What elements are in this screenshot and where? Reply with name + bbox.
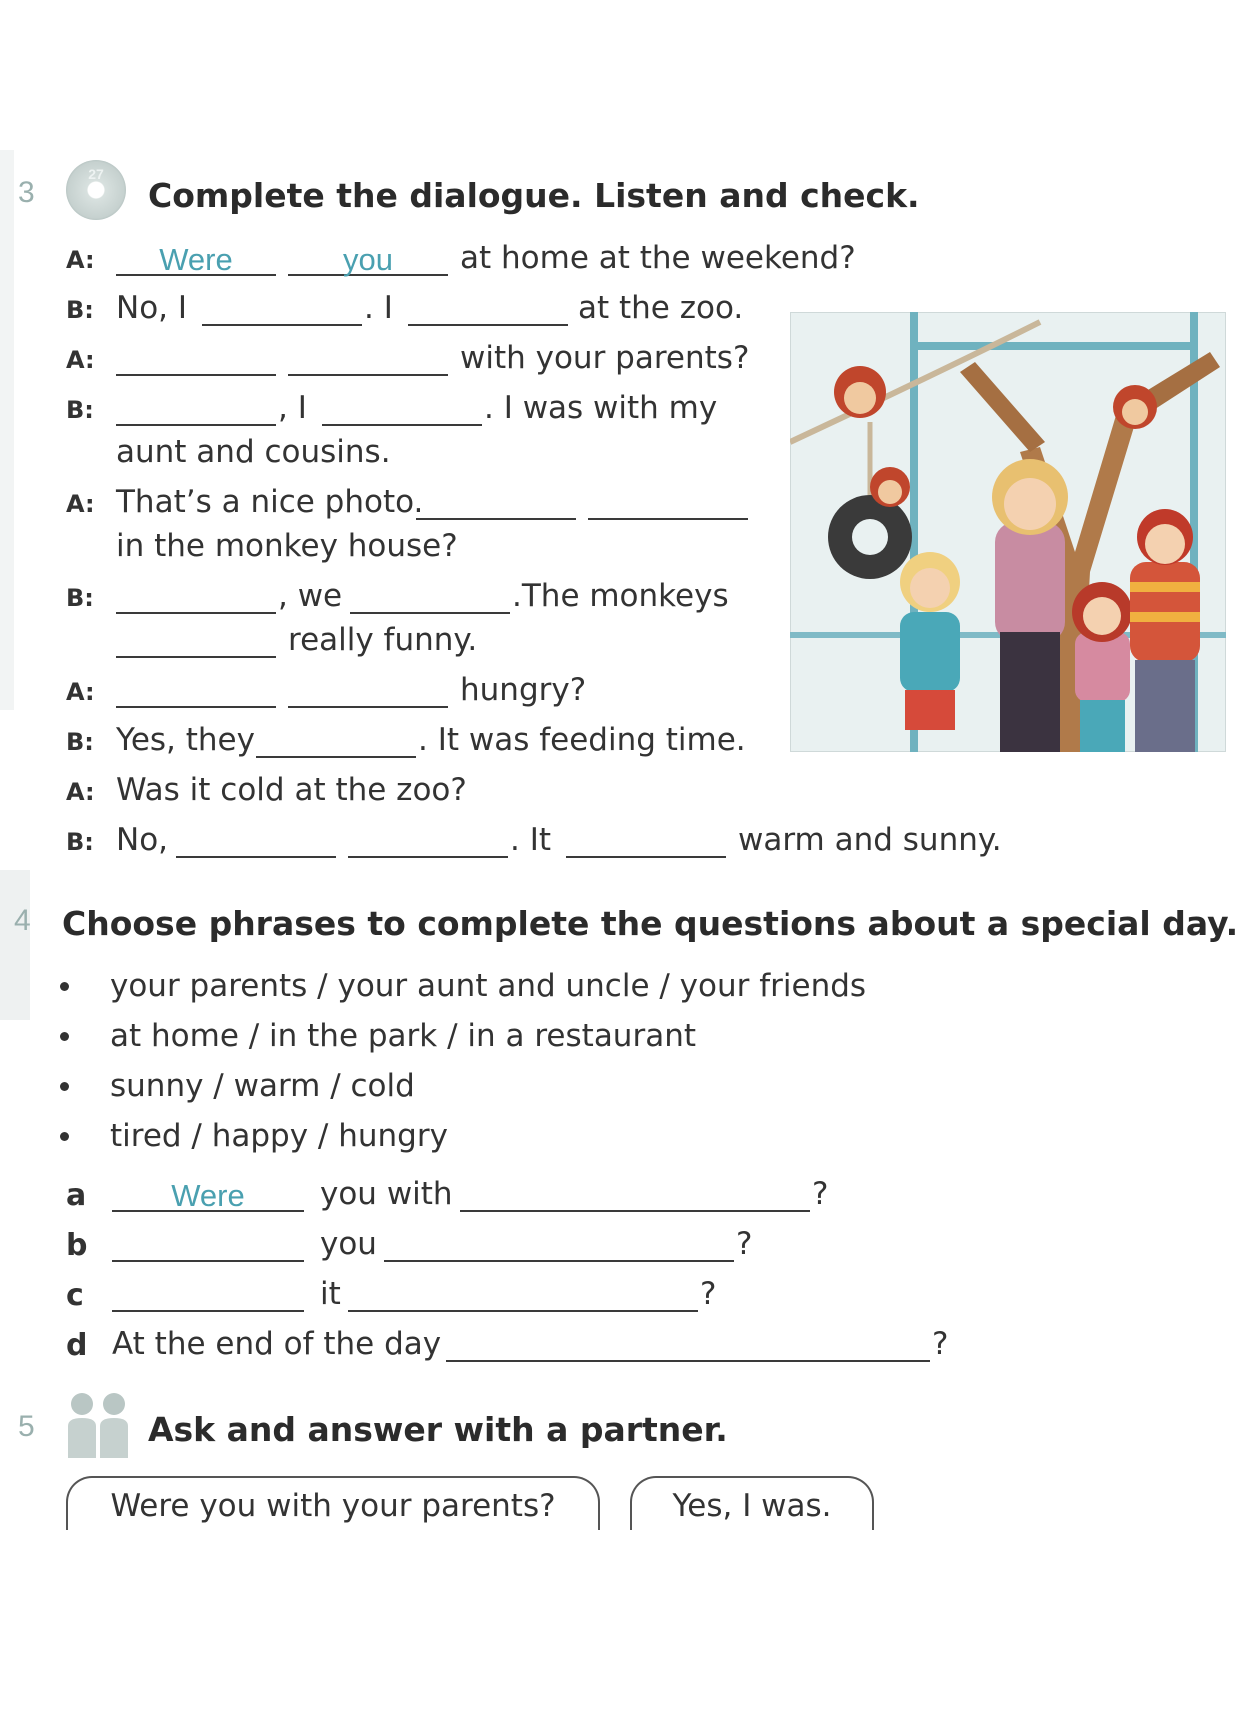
page-edge-shade xyxy=(0,150,14,710)
answer-a1-2: you xyxy=(343,242,393,277)
question-letter: d xyxy=(66,1328,88,1363)
phrase-text: your parents / your aunt and uncle / your friends xyxy=(110,968,867,1004)
text-b1-mid: . I xyxy=(364,290,393,326)
text-a5: Was it cold at the zoo? xyxy=(116,772,467,808)
text-b5-end: warm and sunny. xyxy=(738,822,1002,858)
text-b2-end: . I was with my xyxy=(484,390,718,426)
text-b2-cont: aunt and cousins. xyxy=(116,434,391,470)
dialogue-line-b3 xyxy=(66,578,766,622)
bubble-text: Yes, I was. xyxy=(672,1488,832,1524)
dialogue-line-a4 xyxy=(66,672,766,716)
dialogue-line-b2 xyxy=(66,390,766,434)
text-b5-mid: . It xyxy=(510,822,552,858)
question-c xyxy=(66,1276,966,1320)
text-b5-start: No, xyxy=(116,822,169,858)
text-qc: it xyxy=(320,1276,341,1312)
speech-bubble-answer xyxy=(630,1476,874,1530)
text-qa: you with xyxy=(320,1176,453,1212)
blank-a2-2[interactable] xyxy=(288,340,448,376)
phrase-text: at home / in the park / in a restaurant xyxy=(110,1018,697,1054)
speaker-label: B: xyxy=(66,296,94,324)
blank-qb-2[interactable] xyxy=(384,1226,734,1262)
text-b4-start: Yes, they xyxy=(116,722,255,758)
question-d xyxy=(66,1326,966,1370)
text-b3-end: .The monkeys xyxy=(512,578,729,614)
text-qb: you xyxy=(320,1226,377,1262)
exercise-4-number: 4 xyxy=(14,904,31,937)
text-qd: At the end of the day xyxy=(112,1326,442,1362)
text-b3-we: , we xyxy=(278,578,343,614)
text-b1-end: at the zoo. xyxy=(578,290,744,326)
cd-track-number: 27 xyxy=(88,166,104,182)
blank-qc-1[interactable] xyxy=(112,1276,304,1312)
speaker-label: B: xyxy=(66,828,94,856)
exercise-4-title: Choose phrases to complete the questions about a special day. xyxy=(62,904,1239,943)
bullet-icon xyxy=(60,982,69,991)
answer-qa-1: Were xyxy=(171,1178,245,1213)
exercise-3-title: Complete the dialogue. Listen and check. xyxy=(148,176,920,215)
blank-a4-1[interactable] xyxy=(116,672,276,708)
text-qa-end: ? xyxy=(812,1176,829,1212)
blank-b3-1[interactable] xyxy=(116,578,276,614)
speaker-label: B: xyxy=(66,728,94,756)
speaker-label: A: xyxy=(66,346,95,374)
blank-b3-3[interactable] xyxy=(116,622,276,658)
bullet-icon xyxy=(60,1132,69,1141)
blank-b2-2[interactable] xyxy=(322,390,482,426)
text-b4-end: . It was feeding time. xyxy=(418,722,746,758)
speech-bubble-question xyxy=(66,1476,600,1530)
blank-qd-1[interactable] xyxy=(446,1326,930,1362)
cd-audio-icon[interactable] xyxy=(66,160,126,220)
text-a3-cont: in the monkey house? xyxy=(116,528,458,564)
speaker-label: A: xyxy=(66,490,95,518)
text-qb-end: ? xyxy=(736,1226,753,1262)
exercise-3-number: 3 xyxy=(18,176,35,209)
text-b1-no: No, I xyxy=(116,290,188,326)
text-a4-end: hungry? xyxy=(460,672,587,708)
speaker-label: A: xyxy=(66,246,95,274)
blank-b5-3[interactable] xyxy=(566,822,726,858)
exercise-5-number: 5 xyxy=(18,1410,35,1443)
dialogue-line-a3 xyxy=(66,484,766,528)
zoo-monkey-house-illustration xyxy=(790,312,1226,752)
blank-qa-2[interactable] xyxy=(460,1176,810,1212)
bullet-icon xyxy=(60,1082,69,1091)
dialogue-line-b2-cont xyxy=(66,434,766,478)
dialogue-line-b1 xyxy=(66,290,766,334)
text-qd-end: ? xyxy=(932,1326,949,1362)
speaker-label: A: xyxy=(66,678,95,706)
dialogue-line-a1 xyxy=(66,240,866,284)
dialogue-line-a3-cont xyxy=(66,528,766,572)
dialogue-line-b5 xyxy=(66,822,1066,866)
text-a2-end: with your parents? xyxy=(460,340,750,376)
blank-a2-1[interactable] xyxy=(116,340,276,376)
speaker-label: B: xyxy=(66,396,94,424)
blank-b5-1[interactable] xyxy=(176,822,336,858)
question-letter: a xyxy=(66,1178,87,1213)
answer-a1-1: Were xyxy=(159,242,233,277)
dialogue-line-a2 xyxy=(66,340,766,384)
blank-a3-1[interactable] xyxy=(416,484,576,520)
blank-b2-1[interactable] xyxy=(116,390,276,426)
blank-b4-1[interactable] xyxy=(256,722,416,758)
page-edge-shade-2 xyxy=(0,870,30,1020)
blank-b1-1[interactable] xyxy=(202,290,362,326)
speaker-label: A: xyxy=(66,778,95,806)
text-b3-cont: really funny. xyxy=(288,622,478,658)
dialogue-line-b4 xyxy=(66,722,766,766)
question-letter: b xyxy=(66,1228,88,1263)
blank-b3-2[interactable] xyxy=(350,578,510,614)
blank-b5-2[interactable] xyxy=(348,822,508,858)
blank-b1-2[interactable] xyxy=(408,290,568,326)
pair-work-icon xyxy=(64,1392,132,1458)
bubble-text: Were you with your parents? xyxy=(110,1488,556,1524)
question-b xyxy=(66,1226,966,1270)
speaker-label: B: xyxy=(66,584,94,612)
text-a3-start: That’s a nice photo. xyxy=(116,484,424,520)
question-letter: c xyxy=(66,1278,84,1313)
phrase-text: sunny / warm / cold xyxy=(110,1068,415,1104)
text-a1-end: at home at the weekend? xyxy=(460,240,856,276)
blank-a4-2[interactable] xyxy=(288,672,448,708)
exercise-5-title: Ask and answer with a partner. xyxy=(148,1410,728,1449)
dialogue-line-b3-cont xyxy=(66,622,766,666)
dialogue-line-a5 xyxy=(66,772,766,816)
phrase-text: tired / happy / hungry xyxy=(110,1118,448,1154)
blank-qc-2[interactable] xyxy=(348,1276,698,1312)
blank-qb-1[interactable] xyxy=(112,1226,304,1262)
blank-a3-2[interactable] xyxy=(588,484,748,520)
question-a xyxy=(66,1176,966,1220)
bullet-icon xyxy=(60,1032,69,1041)
text-b2-comma: , I xyxy=(278,390,307,426)
text-qc-end: ? xyxy=(700,1276,717,1312)
